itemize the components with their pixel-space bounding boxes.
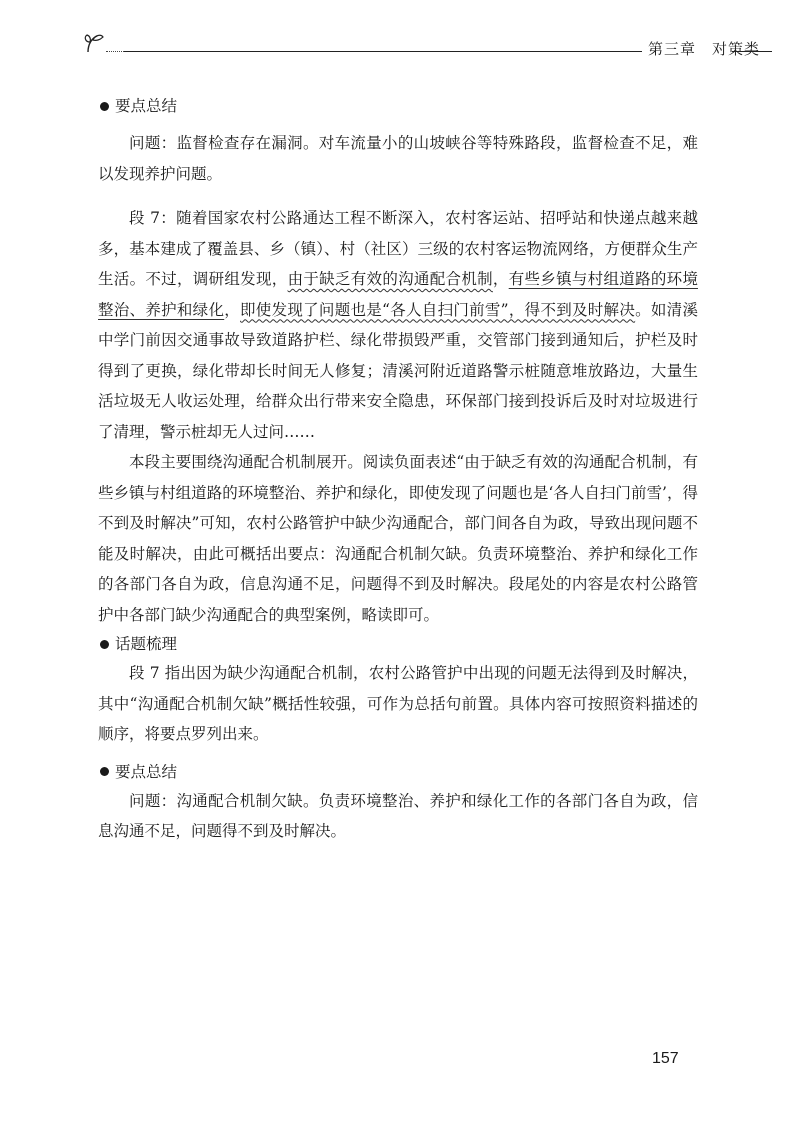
- paragraph-7: [98, 203, 698, 447]
- heading-text: 话题梳理: [115, 635, 178, 653]
- bullet-icon: [100, 767, 109, 776]
- bullet-icon: [100, 102, 109, 111]
- page-body: [98, 92, 698, 847]
- header-right-rule: [732, 51, 772, 52]
- section-heading-topic: [98, 630, 698, 658]
- topic-text: 段 7 指出因为缺少沟通配合机制，农村公路管护中出现的问题无法得到及时解决，其中“沟通配合机制欠缺”概括性较强，可作为总括句前置。具体内容可按照资料描述的顺序，将要点罗列出来。: [98, 664, 698, 743]
- page-number: 157: [652, 1050, 679, 1067]
- heading-text: 要点总结: [115, 762, 178, 781]
- section-heading-summary-2: [98, 758, 698, 786]
- p7-text-a: 段 7：随着国家农村公路通达工程不断深入，农村客运站、招呼站和快递点越来越多，基本建成了覆盖县、乡（镇）、村（社区）三级的农村客运物流网络，方便群众生产生活。不过，调研组发现，: [98, 209, 698, 288]
- p7-text-d: 。如清溪中学门前因交通事故导致道路护栏、绿化带损毁严重，交管部门接到通知后，护栏及时得到了更换，绿化带却长时间无人修复；清溪河附近道路警示桩随意堆放路边，大量生活垃圾无人收运处理，给群众出行带来安全隐患，环保部门接到投诉后及时对垃圾进行了清理，警示桩却无人过问……: [98, 300, 698, 441]
- p7-underline-3: 即使发现了问题也是“各人自扫门前雪”，得不到及时解决: [240, 300, 636, 319]
- p7-text-b: ，: [492, 270, 509, 288]
- p7-text-c: ，: [224, 300, 241, 319]
- section-heading-summary-1: [98, 92, 698, 120]
- header-left-rule: [124, 51, 642, 52]
- p7-underline-2: 有些乡镇与村组道路的环境整治、养护和绿化: [98, 270, 698, 319]
- summary-2-text: 问题：沟通配合机制欠缺。负责环境整治、养护和绿化工作的各部门各自为政，信息沟通不足，问题得不到及时解决。: [98, 791, 698, 840]
- header-dotted-rule: [106, 51, 124, 52]
- leaf-ornament-icon: [82, 32, 110, 58]
- p7-underline-1: 由于缺乏有效的沟通配合机制: [287, 270, 493, 288]
- heading-text: 要点总结: [115, 97, 178, 115]
- analysis-paragraph: 本段主要围绕沟通配合机制展开。阅读负面表述“由于缺乏有效的沟通配合机制，有些乡镇与村组道路的环境整治、养护和绿化，即使发现了问题也是‘各人自扫门前雪’，得不到及时解决”可知，农村公路管护中缺少沟通配合，部门间各自为政，导致出现问题不能及时解决，由此可概括出要点：沟通配合机制欠缺。负责环境整治、养护和绿化工作的各部门各自为政，信息沟通不足，问题得不到及时解决。段尾处的内容是农村公路管护中各部门缺少沟通配合的典型案例，略读即可。: [98, 453, 698, 624]
- summary-1-text: 问题：监督检查存在漏洞。对车流量小的山坡峡谷等特殊路段，监督检查不足，难以发现养护问题。: [98, 134, 698, 183]
- chapter-title: 第三章 对策类: [648, 40, 761, 58]
- bullet-icon: [100, 640, 109, 649]
- running-header: [82, 32, 772, 62]
